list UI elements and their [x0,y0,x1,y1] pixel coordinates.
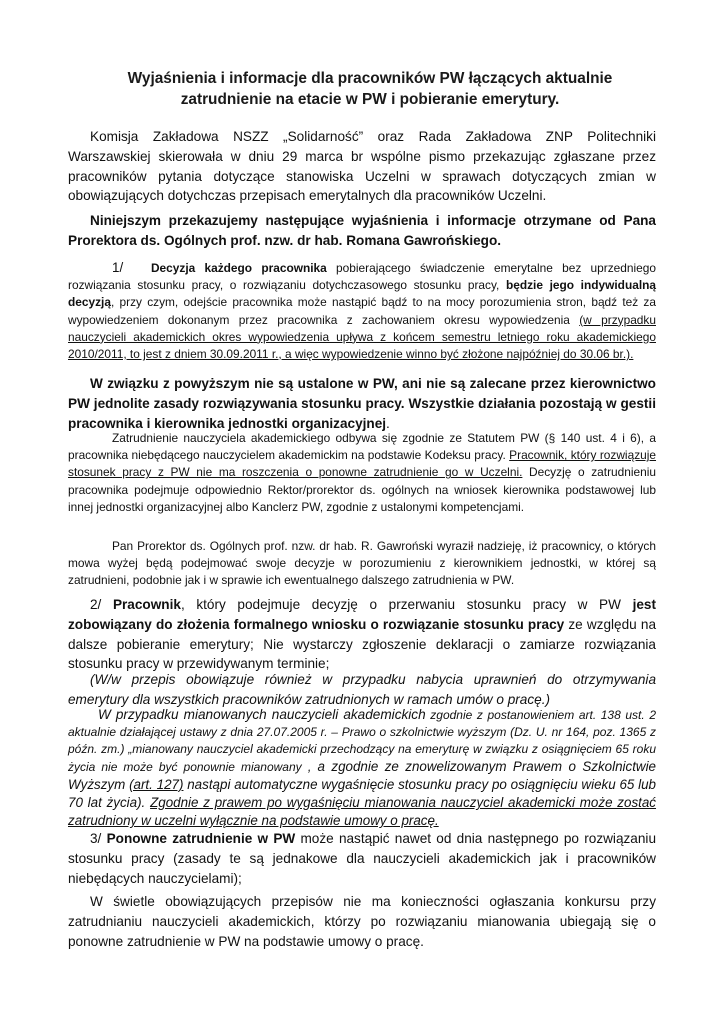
no-uniform-rules-period: . [386,415,390,431]
point-3-paragraph [68,829,656,888]
no-uniform-rules-text: W związku z powyższym nie są ustalone w PW, ani nie są zalecane przez kierownictwo PW jednolite zasady rozwiązywania stosunku pracy. Wszystkie działania pozostają w gestii pracownika i kierownika jednostki organizacyjnej [68,376,656,431]
appointed-teachers-quote: mianowany nauczyciel akademicki przechodzący na emeryturę w związku z osiągnięciem 65 roku życia nie może być ponownie mianowany [68,742,656,774]
appointed-teachers-lead: W przypadku mianowanych nauczycieli akademickich [98,707,426,722]
point-1-bold-2: będzie jego indywidualną decyzją [68,278,656,310]
document-title [100,68,640,110]
point-1-notice-underlined: (w przypadku nauczycieli akademickich okres wypowiedzenia upływa z końcem semestru letniego roku akademickiego 2010/2011, to jest z dniem 30.09.2011 r., a więc wypowiedzenie winno być złożone najpóźniej do 30.06 br.). [68,312,656,362]
appointed-teachers-expiry: nastąpi automatyczne wygaśnięcie stosunku pracy po osiągnięciu wieku 65 lub 70 lat życia). [68,777,656,810]
point-3-number: 3/ [90,831,107,846]
point-2-text-1: , który podejmuje decyzję o przerwaniu stosunku pracy w PW [180,597,633,612]
title-line-2: zatrudnienie na etacie w PW i pobieranie emerytury. [180,91,560,108]
point-2-italic-text: (W/w przepis obowiązuje również w przypadku nabycia uprawnień do otrzymywania emerytury dla wszystkich pracowników zatrudnionych w ramach umów o pracę.) [68,672,656,707]
point-1-bold-1: Decyzja każdego pracownika [150,261,327,275]
point-2-text-2: ze względu na dalsze pobieranie emerytury; Nie wystarczy zgłoszenie deklaracji o zamiarze rozwiązania stosunku pracy w przewidywanym terminie; [68,616,656,672]
employment-text-1: Zatrudnienie nauczyciela akademickiego odbywa się zgodnie ze Statutem PW (§ 140 ust. 4 i 6), a pracownika niebędącego nauczycielem akademickim na podstawie Kodeksu pracy. [68,431,656,463]
final-text: W świetle obowiązujących przepisów nie ma konieczności ogłaszania konkursu przy zatrudnianiu nauczycieli akademickich, którzy po rozwiązaniu mianowania ubiegają się o ponowne zatrudnienie w PW na podstawie umowy o pracę. [68,894,656,949]
lead-text: Niniejszym przekazujemy następujące wyjaśnienia i informacje otrzymane od Pana Prorektora ds. Ogólnych prof. nzw. dr hab. Romana Gawrońskiego. [68,213,656,248]
prorector-hope-paragraph [68,538,656,590]
no-uniform-rules-paragraph [68,374,656,433]
point-2-bold-1: Pracownik [112,597,181,612]
point-2-paragraph [68,595,656,674]
intro-text: Komisja Zakładowa NSZZ „Solidarność” oraz Rada Zakładowa ZNP Politechniki Warszawskiej skierowała w dniu 29 marca br wspólne pismo przekazując zgłaszane przez pracowników pytania dotyczące stanowiska Uczelni w sprawach dotyczących zmian w obowiązujących dotychczas przepisach emerytalnych dla pracowników Uczelni. [68,129,656,204]
employment-underlined: Pracownik, który rozwiązuje stosunek pracy z PW nie ma roszczenia o ponowne zatrudnienie go w Uczelni. [68,448,657,480]
employment-paragraph [68,430,656,516]
lead-paragraph [68,211,656,251]
employment-text-2: Decyzję o zatrudnieniu pracownika podejmuje odpowiednio Rektor/prorektor ds. ogólnych na wniosek kierownika podstawowej lub innej jednostki organizacyjnej albo Kanclerz PW, zgodnie z ustalonymi kompetencjami. [68,465,656,514]
appointed-teachers-underlined: Zgodnie z prawem po wygaśnięciu mianowania nauczyciel akademicki może zostać zatrudniony w uczelni wyłącznie na podstawie umowy o pracę. [68,795,657,828]
point-3-text: może nastąpić nawet od dnia następnego po rozwiązaniu stosunku pracy (zasady te są jednakowe dla nauczycieli akademickich jak i pracowników niebędących nauczycielami); [68,831,657,886]
point-1-text-1: pobierającego świadczenie emerytalne bez uprzedniego rozwiązania stosunku pracy, o rozwiązaniu dotychczasowego stosunku pracy, [68,261,656,293]
point-2-italic-note [68,670,656,710]
point-1-paragraph [68,259,656,363]
final-paragraph [68,892,656,951]
point-2-bold-2: jest zobowiązany do złożenia formalnego wniosku o rozwiązanie stosunku pracy [68,597,656,632]
point-2-number: 2/ [90,597,113,612]
appointed-teachers-law: zgodnie z postanowieniem art. 138 ust. 2 aktualnie działającej ustawy z dnia 27.07.2005 r. – Prawo o szkolnictwie wyższym (Dz. U. nr 164, poz. 1365 z późn. zm.) „ [68,708,656,756]
point-1-number: 1/ [112,260,124,275]
point-3-bold: Ponowne zatrudnienie w PW [106,831,296,846]
appointed-teachers-sep: , [301,760,318,774]
title-line-1: Wyjaśnienia i informacje dla pracowników PW łączących aktualnie [127,70,613,87]
prorector-hope-text: Pan Prorektor ds. Ogólnych prof. nzw. dr hab. R. Gawroński wyraził nadzieję, iż pracownicy, o których mowa wyżej będą podejmować swoje decyzje w porozumieniu z kierownikiem jednostki, w której są zatrudnieni, podobnie jak i w sprawie ich ewentualnego dalszego zatrudnienia w PW. [68,539,656,588]
point-1-text-2: , przy czym, odejście pracownika może nastąpić bądź to na mocy porozumienia stron, bądź też za wypowiedzeniem dokonanym przez pracownika z zachowaniem okresu wypowiedzenia [68,295,656,327]
intro-paragraph [68,127,656,206]
appointed-teachers-amended: a zgodnie ze znowelizowanym Prawem o Szkolnictwie Wyższym [68,759,657,792]
appointed-teachers-paragraph [68,706,656,830]
article-127-ref: (art. 127) [129,777,184,792]
